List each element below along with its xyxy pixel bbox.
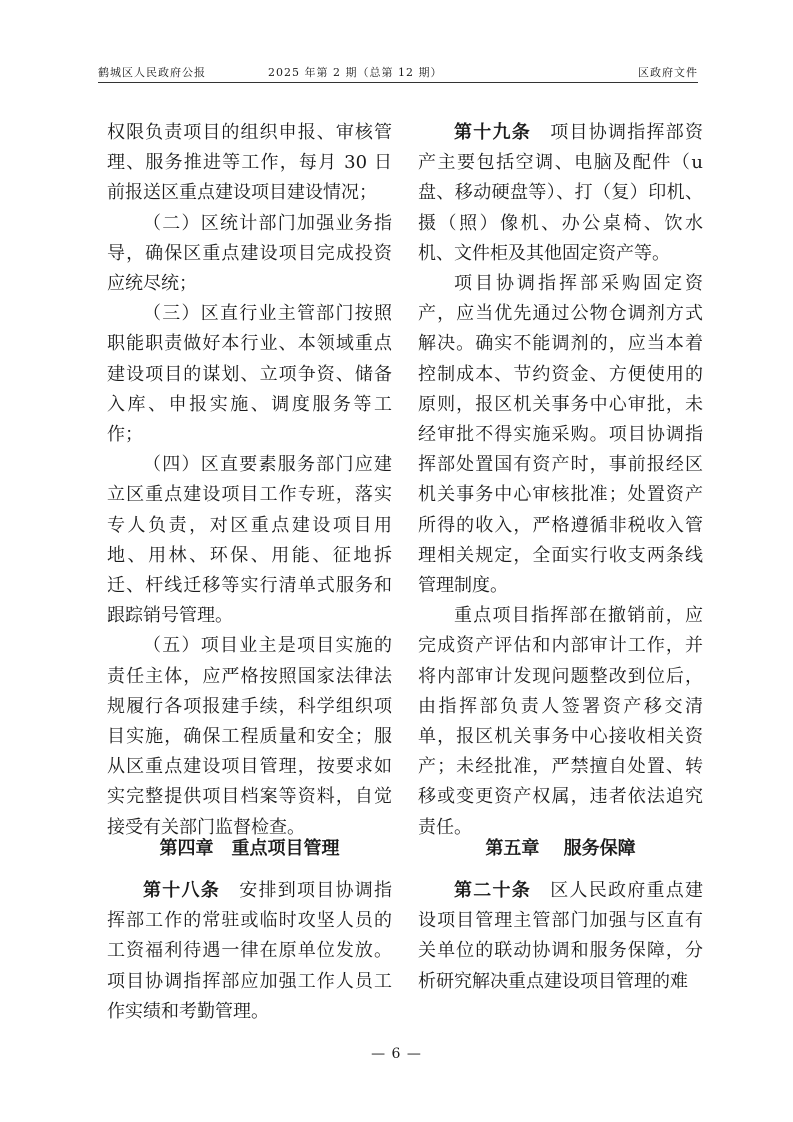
article-paragraph [107, 876, 392, 1027]
paragraph: 项目协调指挥部采购固定资产，应当优先通过公物仓调剂方式解决。确实不能调剂的，应当本着控制成本、节约资金、方便使用的原则，报区机关事务中心审批，未经审批不得实施采购。项目协调指挥部处置国有资产时，事前报经区机关事务中心审核批准；处置资产所得的收入，严格遵循非税收入管理相关规定，全面实行收支两条线管理制度。 [418, 273, 703, 597]
header-section: 区政府文件 [638, 66, 698, 79]
article-title: 第二十条 [454, 880, 531, 901]
paragraph: （二）区统计部门加强业务指导，确保区重点建设项目完成投资应统尽统； [107, 212, 392, 295]
chapter-heading: 第五章 服务保障 [485, 838, 636, 859]
chapter-heading: 第四章 重点项目管理 [159, 838, 340, 859]
paragraph: （五）项目业主是项目实施的责任主体，应严格按照国家法律法规履行各项报建手续，科学组织项目实施，确保工程质量和安全；服从区重点建设项目管理，按要求如实完整提供项目档案等资料，自觉接受有关部门监督检查。 [107, 635, 392, 838]
page-number: — 6 — [371, 1046, 422, 1062]
article-paragraph [418, 876, 703, 997]
right-column-lower [418, 876, 703, 997]
left-column [107, 118, 392, 843]
header-issue: 2025 年第 2 期（总第 12 期） [268, 66, 443, 79]
article-paragraph [418, 118, 703, 269]
paragraph: 重点项目指挥部在撤销前，应完成资产评估和内部审计工作，并将内部审计发现问题整改到位后，由指挥部负责人签署资产移交清单，报区机关事务中心接收相关资产；未经批准，严禁擅自处置、转移或变更资产权属，违者依法追究责任。 [418, 605, 703, 838]
header-rule [98, 82, 698, 83]
right-column [418, 118, 703, 843]
article-title: 第十九条 [454, 122, 531, 143]
paragraph: 权限负责项目的组织申报、审核管理、服务推进等工作，每月 30 日前报送区重点建设项目建设情况； [107, 122, 392, 204]
paragraph: （三）区直行业主管部门按照职能职责做好本行业、本领域重点建设项目的谋划、立项争资、储备入库、申报实施、调度服务等工作； [107, 303, 392, 446]
article-text: 项目协调指挥部资产主要包括空调、电脑及配件（u 盘、移动硬盘等）、打（复）印机、摄（照）像机、办公桌椅、饮水机、文件柜及其他固定资产等。 [418, 122, 703, 264]
left-column-lower [107, 876, 392, 1027]
article-text: 区人民政府重点建设项目管理主管部门加强与区直有关单位的联动协调和服务保障，分析研究解决重点建设项目管理的难 [418, 880, 703, 992]
running-header [98, 58, 698, 82]
article-text: 安排到项目协调指挥部工作的常驻或临时攻坚人员的工资福利待遇一律在原单位发放。项目协调指挥部应加强工作人员工作实绩和考勤管理。 [107, 880, 392, 1022]
article-title: 第十八条 [143, 880, 220, 901]
paragraph: （四）区直要素服务部门应建立区重点建设项目工作专班，落实专人负责，对区重点建设项目用地、用林、环保、用能、征地拆迁、杆线迁移等实行清单式服务和跟踪销号管理。 [107, 454, 392, 627]
header-publication: 鹤城区人民政府公报 [98, 66, 206, 79]
